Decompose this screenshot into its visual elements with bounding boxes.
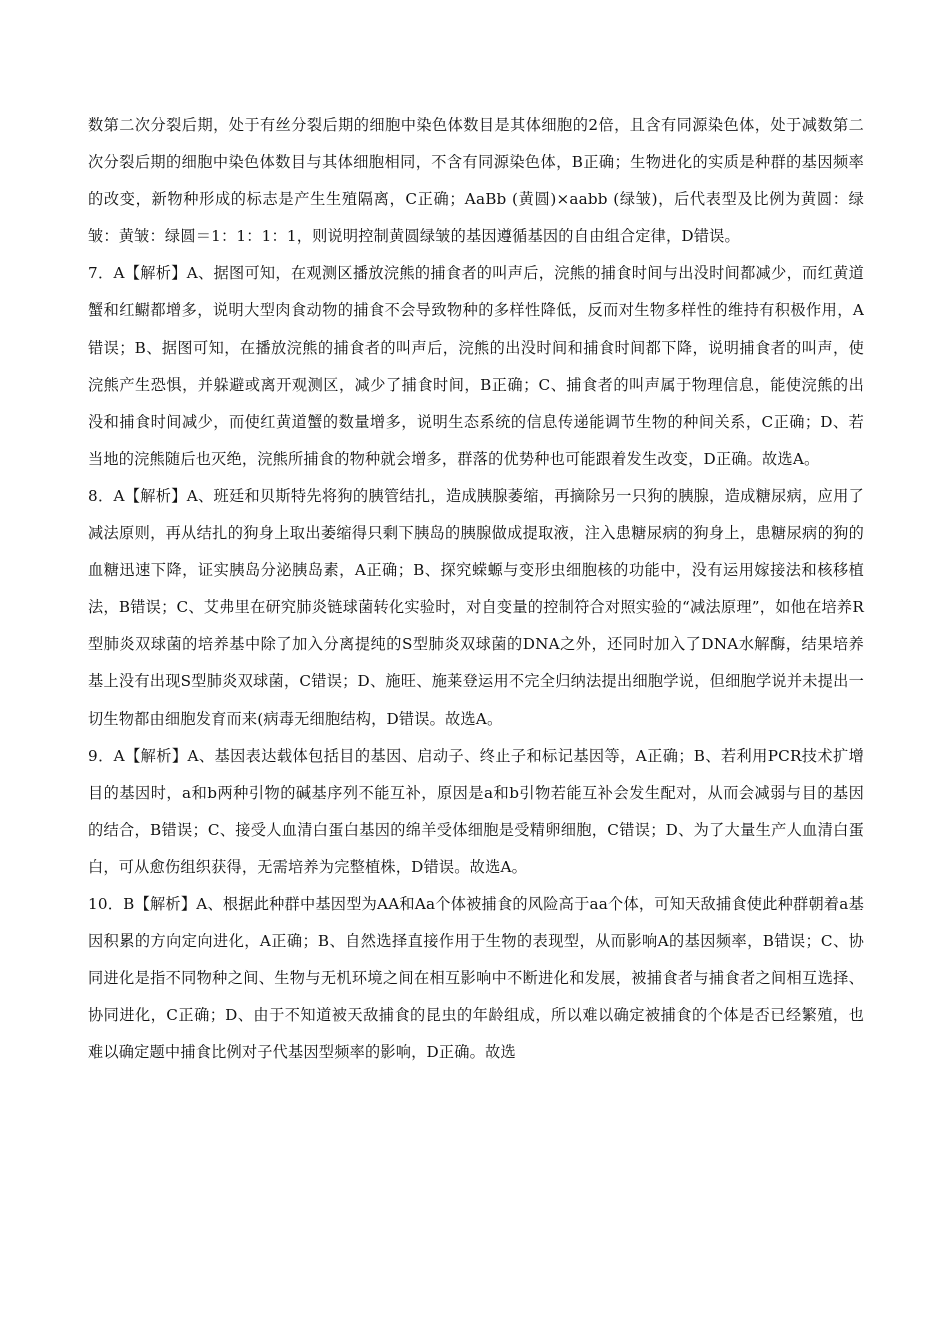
paragraph-answer-8: 8．A【解析】A、班廷和贝斯特先将狗的胰管结扎，造成胰腺萎缩，再摘除另一只狗的胰腺，造成糖尿病，应用了减法原则，再从结扎的狗身上取出萎缩得只剩下胰岛的胰腺做成提取液，注入患糖尿病的狗身上，患糖尿病的狗的血糖迅速下降，证实胰岛分泌胰岛素，A正确；B、探究蝾螈与变形虫细胞核的功能中，没有运用嫁接法和核移植法，B错误；C、艾弗里在研究肺炎链球菌转化实验时，对自变量的控制符合对照实验的“减法原理”，如他在培养R型肺炎双球菌的培养基中除了加入分离提纯的S型肺炎双球菌的DNA之外，还同时加入了DNA水解酶，结果培养基上没有出现S型肺炎双球菌，C错误；D、施旺、施莱登运用不完全归纳法提出细胞学说，但细胞学说并未提出一切生物都由细胞发育而来(病毒无细胞结构，D错误。故选A。 xyxy=(88,486,864,728)
paragraph-answer-7: 7．A【解析】A、据图可知，在观测区播放浣熊的捕食者的叫声后，浣熊的捕食时间与出没时间都减少，而红黄道蟹和红鳚都增多，说明大型肉食动物的捕食不会导致物种的多样性降低，反而对生物多样性的维持有积极作用，A错误；B、据图可知，在播放浣熊的捕食者的叫声后，浣熊的出没时间和捕食时间都下降，说明捕食者的叫声，使浣熊产生恐惧，并躲避或离开观测区，减少了捕食时间，B正确；C、捕食者的叫声属于物理信息，能使浣熊的出没和捕食时间减少，而使红黄道蟹的数量增多，说明生态系统的信息传递能调节生物的种间关系，C正确；D、若当地的浣熊随后也灭绝，浣熊所捕食的物种就会增多，群落的优势种也可能跟着发生改变，D正确。故选A。 xyxy=(88,264,864,468)
paragraph-continuation: 数第二次分裂后期，处于有丝分裂后期的细胞中染色体数目是其体细胞的2倍，且含有同源染色体，处于减数第二次分裂后期的细胞中染色体数目与其体细胞相同，不含有同源染色体，B正确；生物进化的实质是种群的基因频率的改变，新物种形成的标志是产生生殖隔离，C正确；AaBb (黄圆)×aabb (绿皱)，后代表型及比例为黄圆：绿皱：黄皱：绿圆＝1：1：1：1，则说明控制黄圆绿皱的基因遵循基因的自由组合定律，D错误。 xyxy=(88,116,864,246)
document-page xyxy=(88,107,864,1071)
paragraph-answer-9: 9．A【解析】A、基因表达载体包括目的基因、启动子、终止子和标记基因等，A正确；B、若利用PCR技术扩增目的基因时，a和b两种引物的碱基序列不能互补，原因是a和b引物若能互补会发生配对，从而会减弱与目的基因的结合，B错误；C、接受人血清白蛋白基因的绵羊受体细胞是受精卵细胞，C错误；D、为了大量生产人血清白蛋白，可从愈伤组织获得，无需培养为完整植株，D错误。故选A。 xyxy=(88,746,864,876)
paragraph-answer-10: 10．B【解析】A、根据此种群中基因型为AA和Aa个体被捕食的风险高于aa个体，可知天敌捕食使此种群朝着a基因积累的方向定向进化，A正确；B、自然选择直接作用于生物的表现型，从而影响A的基因频率，B错误；C、协同进化是指不同物种之间、生物与无机环境之间在相互影响中不断进化和发展，被捕食者与捕食者之间相互选择、协同进化，C正确；D、由于不知道被天敌捕食的昆虫的年龄组成，所以难以确定被捕食的个体是否已经繁殖，也难以确定题中捕食比例对子代基因型频率的影响，D正确。故选 xyxy=(88,894,864,1062)
